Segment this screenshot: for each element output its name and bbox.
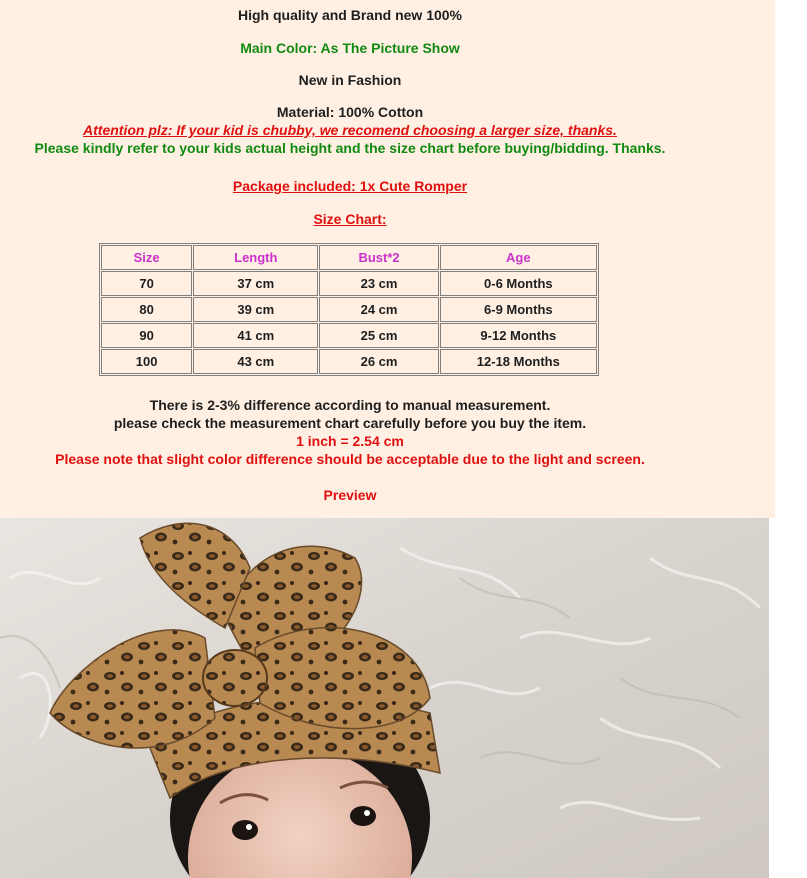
cell-length: 37 cm bbox=[193, 271, 318, 296]
cell-length: 39 cm bbox=[193, 297, 318, 322]
product-preview-photo bbox=[0, 518, 769, 878]
bow-knot bbox=[203, 650, 267, 706]
cell-size: 90 bbox=[101, 323, 192, 348]
measurement-note: There is 2-3% difference according to manual measurement. bbox=[149, 397, 551, 413]
cell-age: 6-9 Months bbox=[440, 297, 597, 322]
cell-bust: 26 cm bbox=[319, 349, 438, 374]
color-difference-note: Please note that slight color difference should be acceptable due to the light and screen. bbox=[55, 451, 645, 467]
material-line: Material: 100% Cotton bbox=[276, 104, 424, 120]
attention-line: Attention plz: If your kid is chubby, we recomend choosing a larger size, thanks. bbox=[83, 122, 617, 138]
cell-size: 80 bbox=[101, 297, 192, 322]
quality-line: High quality and Brand new 100% bbox=[237, 7, 463, 23]
table-row bbox=[101, 323, 597, 348]
table-row bbox=[101, 349, 597, 374]
table-row bbox=[101, 297, 597, 322]
cell-bust: 23 cm bbox=[319, 271, 438, 296]
cell-length: 41 cm bbox=[193, 323, 318, 348]
size-chart-title: Size Chart: bbox=[313, 211, 387, 227]
cell-age: 12-18 Months bbox=[440, 349, 597, 374]
table-header-row bbox=[101, 245, 597, 270]
package-line: Package included: 1x Cute Romper bbox=[232, 178, 468, 194]
check-chart-note: please check the measurement chart carefully before you buy the item. bbox=[113, 415, 587, 431]
cell-size: 100 bbox=[101, 349, 192, 374]
inch-conversion-note: 1 inch = 2.54 cm bbox=[296, 433, 404, 449]
main-color-line: Main Color: As The Picture Show bbox=[240, 40, 460, 56]
header-age: Age bbox=[440, 245, 597, 270]
size-chart-table bbox=[99, 243, 599, 376]
header-length: Length bbox=[193, 245, 318, 270]
size-advice-line: Please kindly refer to your kids actual height and the size chart before buying/bidding. Thanks. bbox=[34, 140, 666, 156]
cell-bust: 25 cm bbox=[319, 323, 438, 348]
cell-age: 9-12 Months bbox=[440, 323, 597, 348]
fashion-line: New in Fashion bbox=[298, 72, 402, 88]
cell-size: 70 bbox=[101, 271, 192, 296]
header-bust: Bust*2 bbox=[319, 245, 438, 270]
preview-heading: Preview bbox=[323, 487, 377, 503]
cell-age: 0-6 Months bbox=[440, 271, 597, 296]
header-size: Size bbox=[101, 245, 192, 270]
table-row bbox=[101, 271, 597, 296]
cell-length: 43 cm bbox=[193, 349, 318, 374]
cell-bust: 24 cm bbox=[319, 297, 438, 322]
